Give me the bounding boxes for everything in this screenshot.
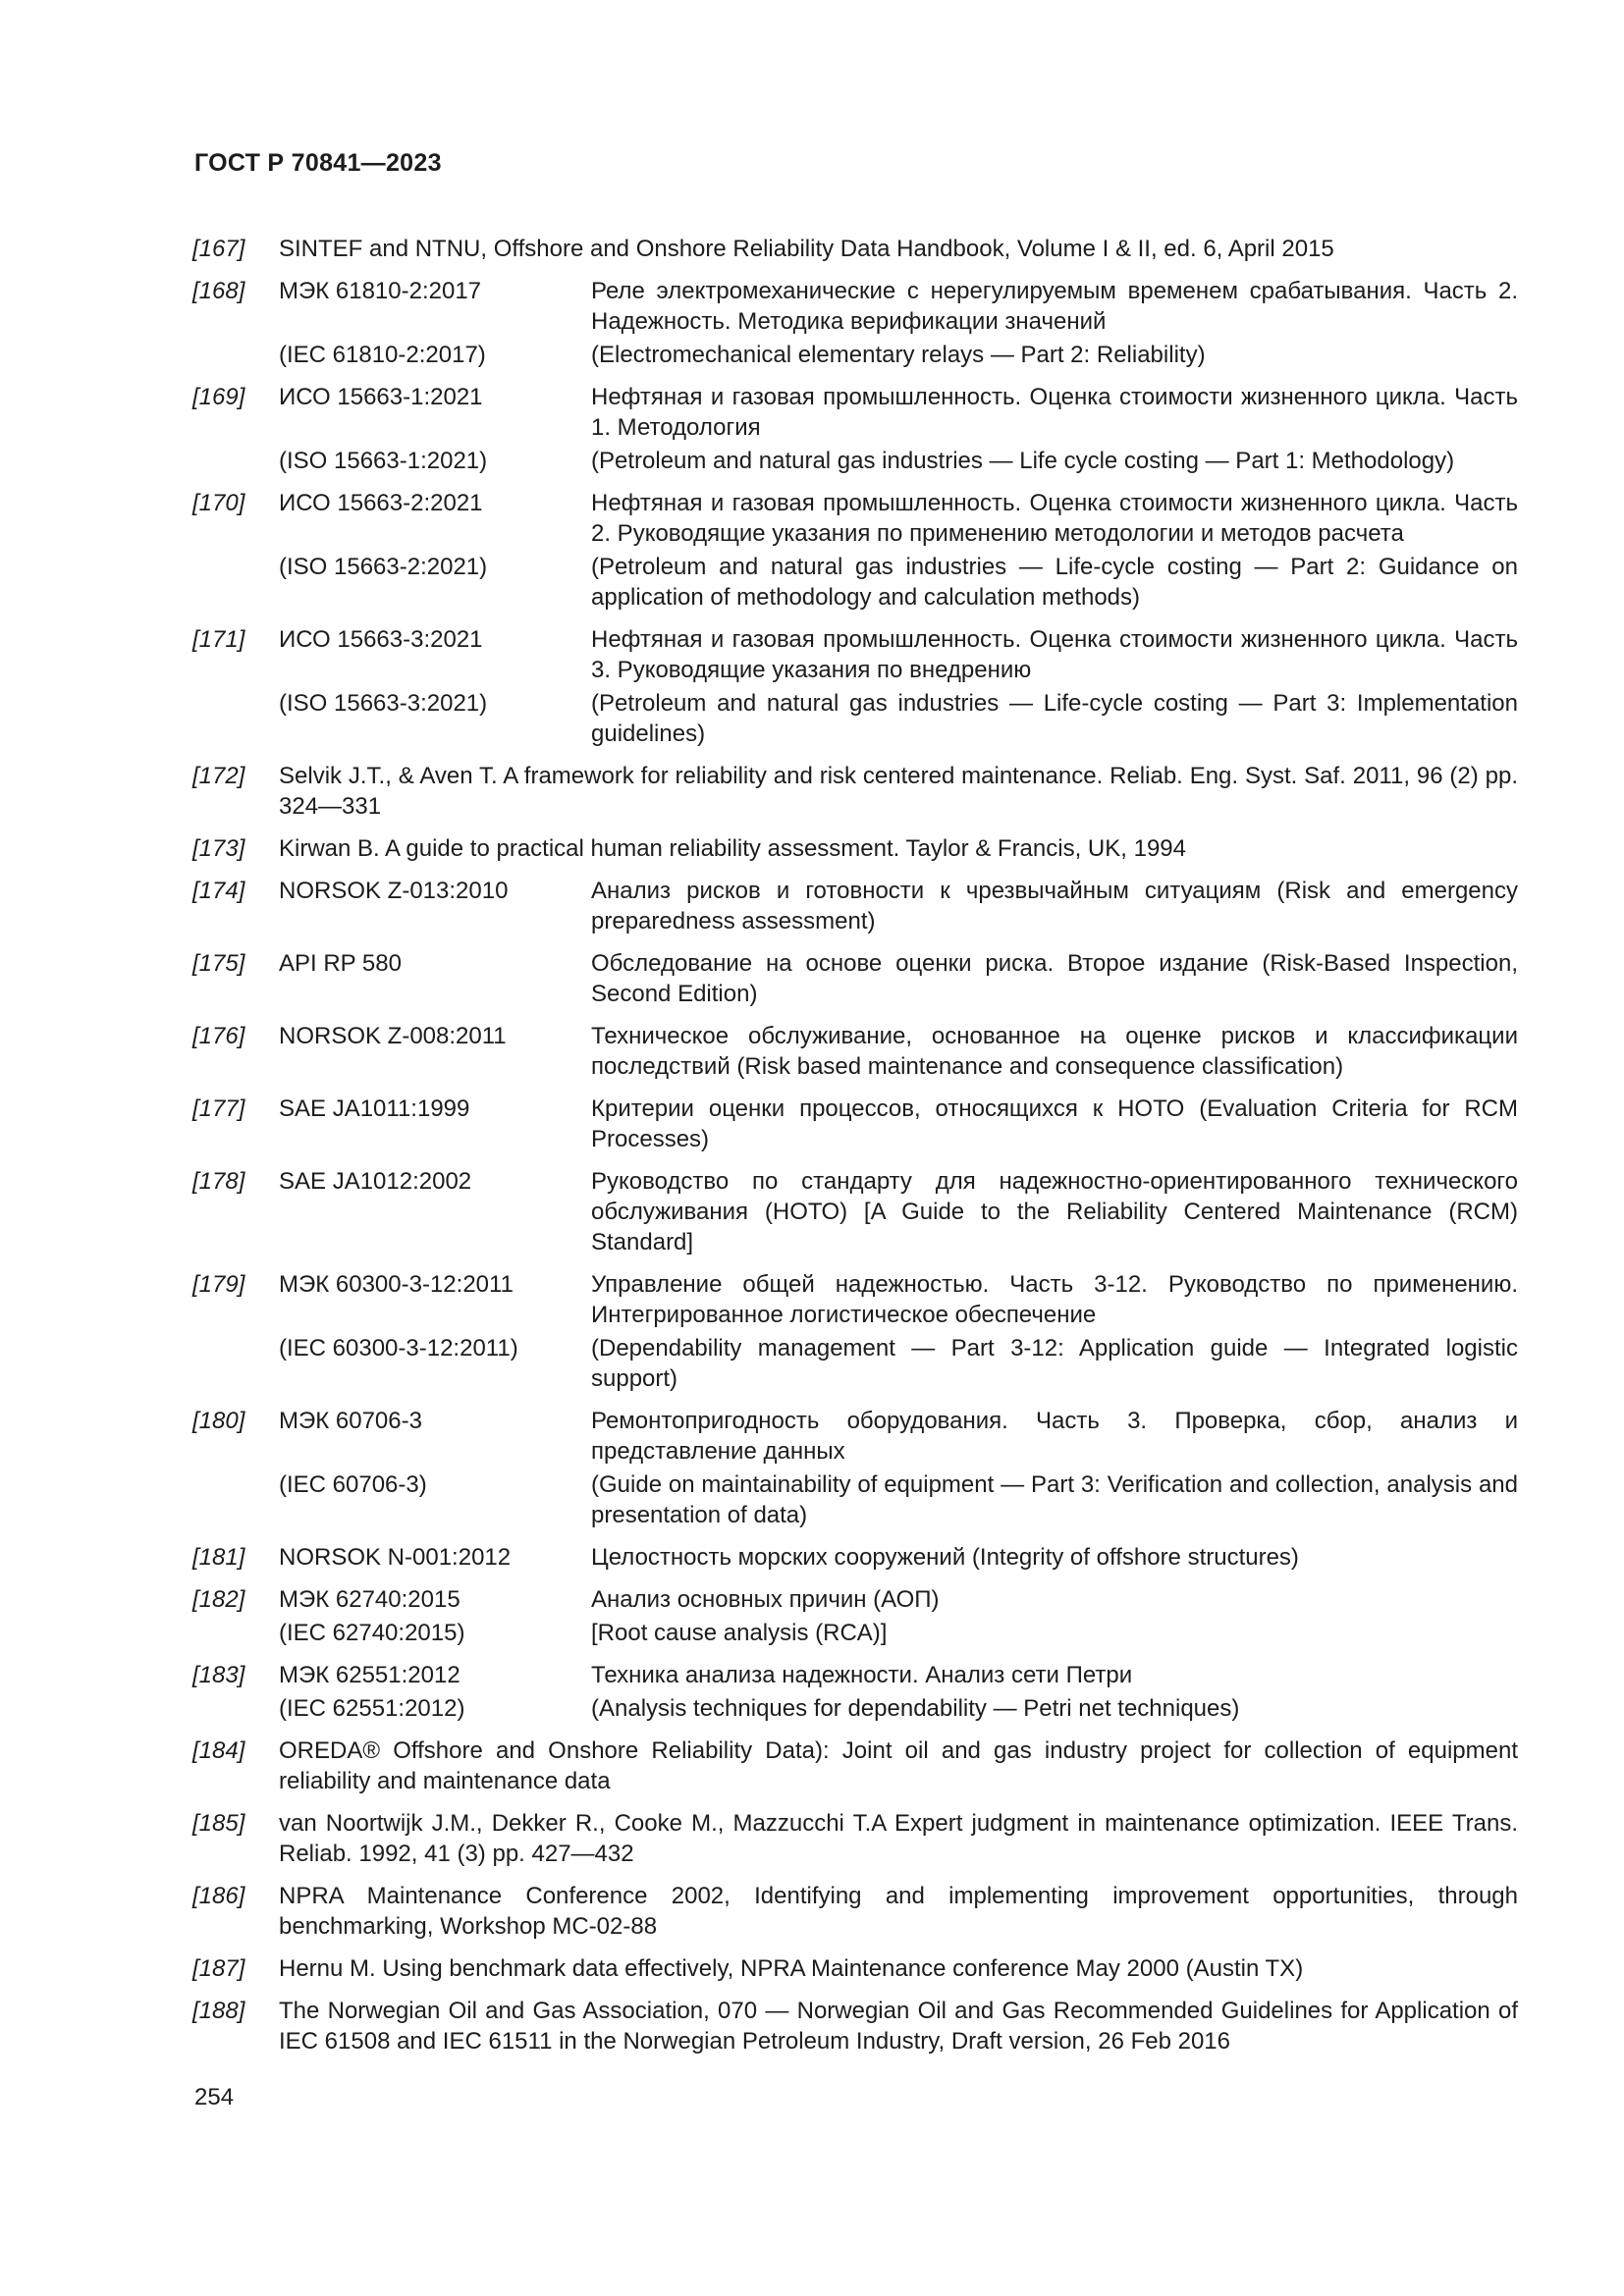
standard-code: МЭК 62740:2015 bbox=[279, 1586, 460, 1613]
standard-title-text: Нефтяная и газовая промышленность. Оценка стоимости жизненного цикла. Часть 2. Руководящие указания по применению методологии и методов расчета bbox=[591, 490, 1518, 547]
reference-content bbox=[279, 1542, 1518, 1573]
reference-entry bbox=[192, 382, 1518, 476]
standard-code: (IEC 60300-3-12:2011) bbox=[279, 1335, 518, 1362]
standard-title-text: Анализ рисков и готовности к чрезвычайным ситуациям (Risk and emergency preparedness assessment) bbox=[591, 878, 1518, 934]
standard-title-text: Критерии оценки процессов, относящихся к НОТО (Evaluation Criteria for RCM Processes) bbox=[591, 1095, 1518, 1152]
reference-number: [183] bbox=[192, 1662, 245, 1688]
reference-entry bbox=[192, 1735, 1518, 1796]
standard-code: (IEC 61810-2:2017) bbox=[279, 342, 486, 368]
reference-text: SINTEF and NTNU, Offshore and Onshore Reliability Data Handbook, Volume I & II, ed. 6, April 2015 bbox=[279, 236, 1334, 262]
standard-code: (ISO 15663-3:2021) bbox=[279, 690, 488, 717]
reference-pair bbox=[279, 1693, 1518, 1724]
reference-pair bbox=[279, 446, 1518, 476]
reference-text: The Norwegian Oil and Gas Association, 070 — Norwegian Oil and Gas Recommended Guidelines for Application of IEC 61508 and IEC 61511 in the Norwegian Petroleum Industry, Draft version, 26 Feb 2016 bbox=[279, 1998, 1518, 2055]
reference-number: [171] bbox=[192, 626, 245, 653]
reference-number: [179] bbox=[192, 1271, 245, 1298]
reference-number: [180] bbox=[192, 1408, 245, 1434]
reference-entry bbox=[192, 761, 1518, 822]
reference-entry bbox=[192, 1269, 1518, 1394]
reference-pair bbox=[279, 688, 1518, 749]
standard-title-text: Целостность морских сооружений (Integrity of offshore structures) bbox=[591, 1544, 1299, 1571]
reference-content bbox=[279, 234, 1518, 264]
reference-entry bbox=[192, 833, 1518, 864]
standard-title-text: (Electromechanical elementary relays — Part 2: Reliability) bbox=[591, 342, 1206, 368]
standard-code: ИСО 15663-2:2021 bbox=[279, 490, 483, 516]
reference-number: [188] bbox=[192, 1998, 245, 2024]
reference-entry bbox=[192, 1021, 1518, 1082]
standard-code: SAE JA1011:1999 bbox=[279, 1095, 470, 1122]
reference-content bbox=[279, 1996, 1518, 2056]
reference-pair bbox=[279, 876, 1518, 936]
reference-content bbox=[279, 1166, 1518, 1257]
standard-code: (ISO 15663-1:2021) bbox=[279, 448, 488, 474]
reference-pair bbox=[279, 1166, 1518, 1257]
reference-pair bbox=[279, 552, 1518, 613]
reference-number: [181] bbox=[192, 1544, 245, 1571]
standard-code: (IEC 60706-3) bbox=[279, 1471, 427, 1498]
reference-number: [178] bbox=[192, 1168, 245, 1195]
standard-code: (IEC 62740:2015) bbox=[279, 1620, 465, 1646]
standard-title-text: Техническое обслуживание, основанное на оценке рисков и классификации последствий (Risk based maintenance and consequence classification) bbox=[591, 1023, 1518, 1080]
reference-entry bbox=[192, 948, 1518, 1009]
reference-text: Kirwan B. A guide to practical human reliability assessment. Taylor & Francis, UK, 1994 bbox=[279, 835, 1186, 862]
standard-title-text: Реле электромеханические с нерегулируемым временем срабатывания. Часть 2. Надежность. Методика верификации значений bbox=[591, 278, 1518, 335]
reference-number: [173] bbox=[192, 835, 245, 862]
reference-text: OREDA® Offshore and Onshore Reliability Data): Joint oil and gas industry project for collection of equipment reliability and maintenance data bbox=[279, 1737, 1518, 1794]
reference-number: [175] bbox=[192, 950, 245, 977]
reference-content bbox=[279, 761, 1518, 822]
standard-code: NORSOK N-001:2012 bbox=[279, 1544, 512, 1571]
reference-entry bbox=[192, 276, 1518, 370]
reference-content bbox=[279, 1660, 1518, 1724]
reference-pair bbox=[279, 488, 1518, 549]
reference-entry bbox=[192, 1166, 1518, 1257]
reference-content bbox=[279, 276, 1518, 370]
standard-title-text: Нефтяная и газовая промышленность. Оценка стоимости жизненного цикла. Часть 1. Методология bbox=[591, 384, 1518, 441]
reference-content bbox=[279, 876, 1518, 936]
standard-code: NORSOK Z-008:2011 bbox=[279, 1023, 507, 1049]
standard-title-text: Управление общей надежностью. Часть 3-12. Руководство по применению. Интегрированное логистическое обеспечение bbox=[591, 1271, 1518, 1328]
reference-text: Hernu M. Using benchmark data effectively, NPRA Maintenance conference May 2000 (Austin TX) bbox=[279, 1955, 1304, 1982]
reference-pair bbox=[279, 624, 1518, 685]
reference-entry bbox=[192, 1996, 1518, 2056]
standard-title-text: (Petroleum and natural gas industries — Life-cycle costing — Part 2: Guidance on application of methodology and calculation methods) bbox=[591, 554, 1518, 611]
reference-number: [176] bbox=[192, 1023, 245, 1049]
standard-code: МЭК 60300-3-12:2011 bbox=[279, 1271, 514, 1298]
standard-title-text: Обследование на основе оценки риска. Второе издание (Risk-Based Inspection, Second Edition) bbox=[591, 950, 1518, 1007]
reference-number: [168] bbox=[192, 278, 245, 304]
reference-pair bbox=[279, 1469, 1518, 1530]
standard-code: API RP 580 bbox=[279, 950, 402, 977]
standard-code: NORSOK Z-013:2010 bbox=[279, 878, 509, 904]
reference-pair bbox=[279, 1333, 1518, 1394]
standard-title-text: [Root cause analysis (RCA)] bbox=[591, 1620, 888, 1646]
reference-entry bbox=[192, 1808, 1518, 1869]
reference-content bbox=[279, 1021, 1518, 1082]
reference-number: [182] bbox=[192, 1586, 245, 1613]
reference-text: van Noortwijk J.M., Dekker R., Cooke M., Mazzucchi T.A Expert judgment in maintenance optimization. IEEE Trans. Reliab. 1992, 41 (3) pp. 427—432 bbox=[279, 1810, 1518, 1867]
standard-title-text: Техника анализа надежности. Анализ сети Петри bbox=[591, 1662, 1133, 1688]
reference-entry bbox=[192, 1584, 1518, 1648]
standard-title-text: (Guide on maintainability of equipment — Part 3: Verification and collection, analysis and presentation of data) bbox=[591, 1471, 1518, 1528]
standard-code: МЭК 61810-2:2017 bbox=[279, 278, 482, 304]
reference-number: [167] bbox=[192, 236, 245, 262]
bibliography-list bbox=[192, 234, 1518, 2068]
reference-content bbox=[279, 382, 1518, 476]
reference-content bbox=[279, 833, 1518, 864]
reference-content bbox=[279, 624, 1518, 749]
reference-entry bbox=[192, 1881, 1518, 1942]
reference-pair bbox=[279, 340, 1518, 370]
standard-title-text: Руководство по стандарту для надежностно-ориентированного технического обслуживания (НОТО) [A Guide to the Reliability Centered Maintenance (RCM) Standard] bbox=[591, 1168, 1518, 1255]
reference-entry bbox=[192, 1953, 1518, 1984]
reference-number: [187] bbox=[192, 1955, 245, 1982]
standard-code: ИСО 15663-1:2021 bbox=[279, 384, 483, 410]
reference-entry bbox=[192, 624, 1518, 749]
reference-pair bbox=[279, 1094, 1518, 1154]
reference-entry bbox=[192, 488, 1518, 613]
reference-content bbox=[279, 1406, 1518, 1530]
reference-number: [174] bbox=[192, 878, 245, 904]
standard-code: (IEC 62551:2012) bbox=[279, 1695, 465, 1722]
standard-code: МЭК 60706-3 bbox=[279, 1408, 422, 1434]
standard-title-text: Анализ основных причин (АОП) bbox=[591, 1586, 940, 1613]
reference-content bbox=[279, 1269, 1518, 1394]
reference-number: [184] bbox=[192, 1737, 245, 1764]
reference-pair bbox=[279, 1406, 1518, 1467]
reference-pair bbox=[279, 1021, 1518, 1082]
reference-number: [185] bbox=[192, 1810, 245, 1837]
reference-entry bbox=[192, 1094, 1518, 1154]
reference-pair bbox=[279, 1618, 1518, 1648]
reference-entry bbox=[192, 234, 1518, 264]
reference-entry bbox=[192, 1406, 1518, 1530]
reference-content bbox=[279, 1953, 1518, 1984]
reference-content bbox=[279, 948, 1518, 1009]
reference-number: [186] bbox=[192, 1883, 245, 1909]
reference-entry bbox=[192, 1660, 1518, 1724]
page-number: 254 bbox=[194, 2084, 235, 2110]
reference-entry bbox=[192, 1542, 1518, 1573]
reference-number: [170] bbox=[192, 490, 245, 516]
standard-code: МЭК 62551:2012 bbox=[279, 1662, 460, 1688]
standard-code: ИСО 15663-3:2021 bbox=[279, 626, 483, 653]
standard-code: SAE JA1012:2002 bbox=[279, 1168, 472, 1195]
reference-content bbox=[279, 1735, 1518, 1796]
standard-title-text: Ремонтопригодность оборудования. Часть 3. Проверка, сбор, анализ и представление данных bbox=[591, 1408, 1518, 1465]
standard-title-text: Нефтяная и газовая промышленность. Оценка стоимости жизненного цикла. Часть 3. Руководящие указания по внедрению bbox=[591, 626, 1518, 683]
reference-pair bbox=[279, 948, 1518, 1009]
reference-text: Selvik J.T., & Aven T. A framework for reliability and risk centered maintenance. Reliab. Eng. Syst. Saf. 2011, 96 (2) pp. 324—331 bbox=[279, 763, 1518, 820]
reference-number: [177] bbox=[192, 1095, 245, 1122]
reference-content bbox=[279, 1094, 1518, 1154]
standard-title: ГОСТ Р 70841—2023 bbox=[194, 149, 442, 177]
reference-number: [172] bbox=[192, 763, 245, 789]
standard-title-text: (Analysis techniques for dependability — Petri net techniques) bbox=[591, 1695, 1240, 1722]
standard-title-text: (Petroleum and natural gas industries — Life-cycle costing — Part 3: Implementation guidelines) bbox=[591, 690, 1518, 747]
reference-content bbox=[279, 488, 1518, 613]
standard-title-text: (Dependability management — Part 3-12: Application guide — Integrated logistic support) bbox=[591, 1335, 1518, 1392]
reference-content bbox=[279, 1584, 1518, 1648]
standard-title-text: (Petroleum and natural gas industries — Life cycle costing — Part 1: Methodology) bbox=[591, 448, 1455, 474]
reference-number: [169] bbox=[192, 384, 245, 410]
standard-code: (ISO 15663-2:2021) bbox=[279, 554, 488, 580]
reference-content bbox=[279, 1808, 1518, 1869]
reference-content bbox=[279, 1881, 1518, 1942]
reference-pair bbox=[279, 1584, 1518, 1615]
reference-text: NPRA Maintenance Conference 2002, Identifying and implementing improvement opportunities, through benchmarking, Workshop MC-02-88 bbox=[279, 1883, 1518, 1940]
reference-pair bbox=[279, 1542, 1518, 1573]
reference-entry bbox=[192, 876, 1518, 936]
reference-pair bbox=[279, 382, 1518, 443]
reference-pair bbox=[279, 1269, 1518, 1330]
reference-pair bbox=[279, 276, 1518, 337]
reference-pair bbox=[279, 1660, 1518, 1690]
